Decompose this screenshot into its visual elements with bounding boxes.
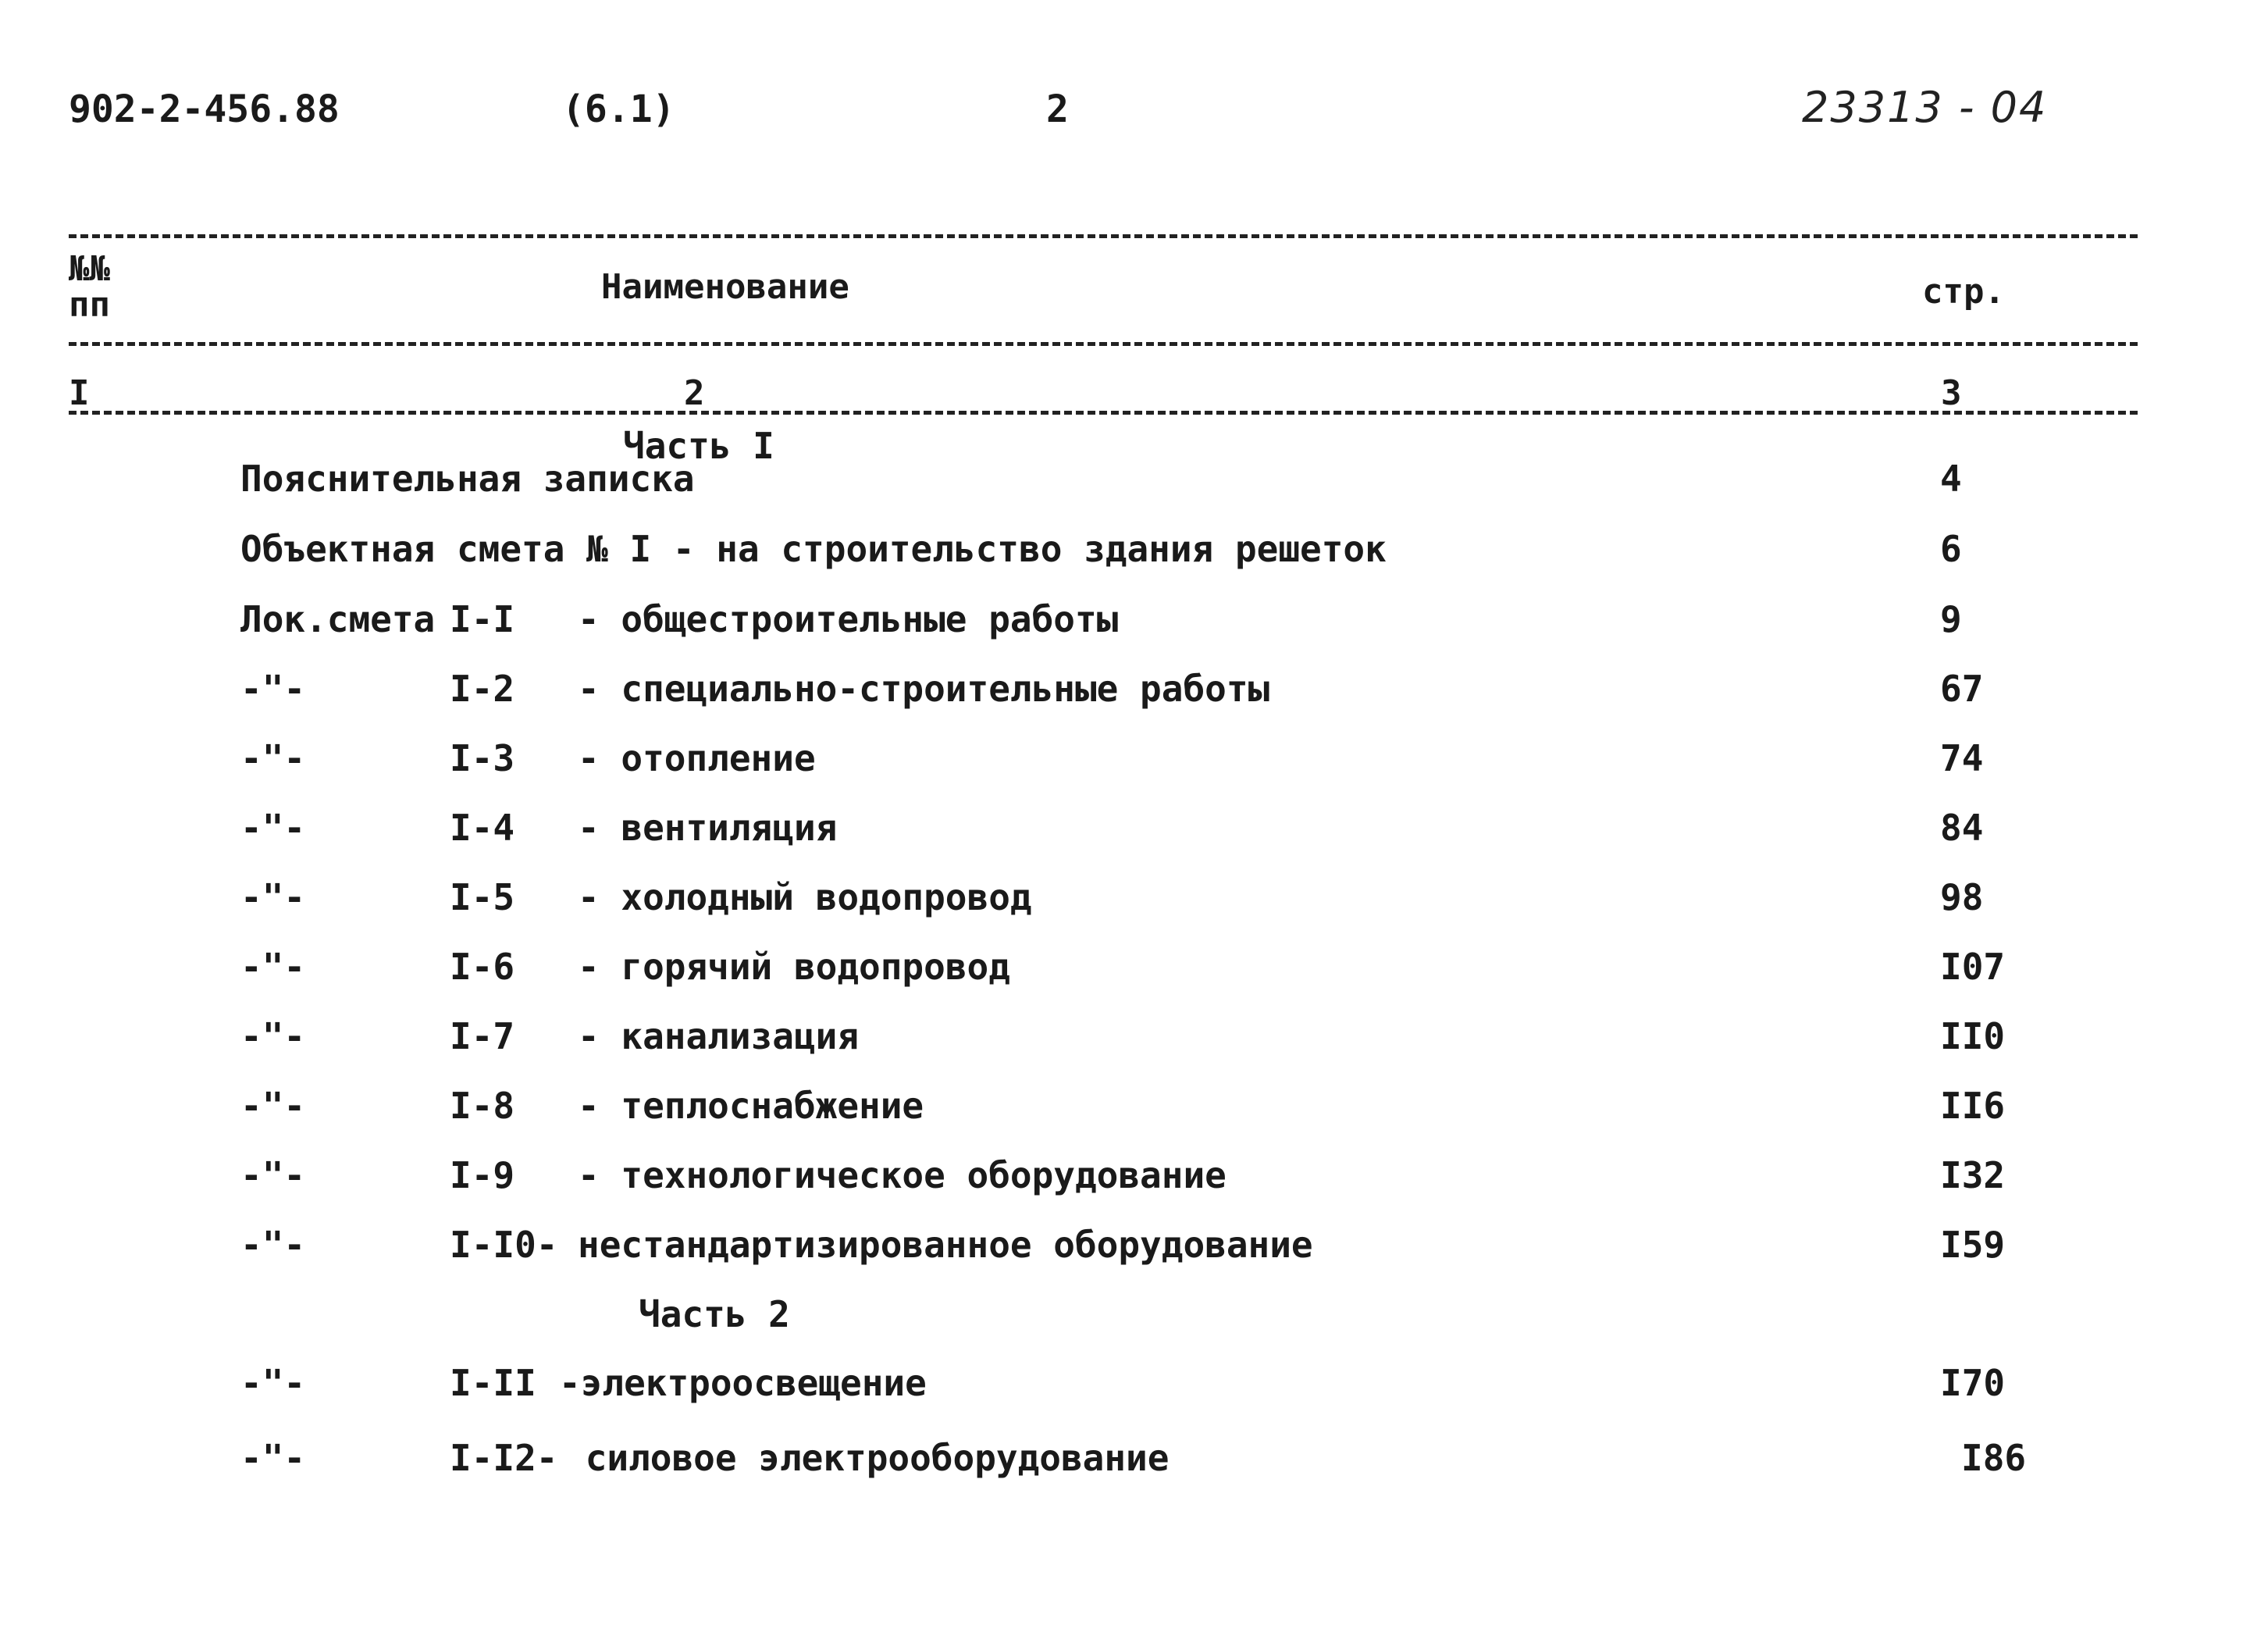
table-index-rule: [69, 411, 2138, 415]
estimate-page: 9: [1940, 598, 1962, 640]
handwritten-code: 23313 - 04: [1802, 83, 2048, 132]
table-row: [0, 668, 2268, 715]
table-row: [0, 1154, 2268, 1201]
estimate-title: силовое электрооборудование: [564, 1437, 1170, 1479]
column-name-header: Наименование: [601, 267, 849, 307]
table-header-rule: [69, 342, 2138, 346]
estimate-page: II0: [1940, 1015, 2006, 1057]
estimate-page: II6: [1940, 1085, 2006, 1127]
item-title: Пояснительная записка: [240, 458, 695, 500]
ditto-mark: -"-: [240, 1015, 306, 1057]
estimate-page: I59: [1940, 1224, 2006, 1266]
estimate-title: - вентиляция: [578, 807, 838, 849]
estimate-code: I-I: [450, 598, 515, 640]
lok-label: Лок.смета: [240, 598, 436, 640]
estimate-code: I-9: [450, 1154, 515, 1196]
column-index-3: 3: [1941, 373, 1962, 413]
estimate-title: -электроосвещение: [559, 1362, 927, 1404]
estimate-title: - канализация: [578, 1015, 860, 1057]
estimate-title: - теплоснабжение: [578, 1085, 924, 1127]
column-index-1: I: [69, 373, 90, 413]
ditto-mark: -"-: [240, 668, 306, 710]
item-title: Объектная смета № I - на строительство здания решеток: [240, 528, 1387, 570]
column-number-header: №№ пп: [69, 249, 110, 325]
ditto-mark: -"-: [240, 1362, 306, 1404]
ditto-mark: -"-: [240, 737, 306, 779]
estimate-code: I-8: [450, 1085, 515, 1127]
ditto-mark: -"-: [240, 1154, 306, 1196]
part-1-title: Часть I: [623, 425, 774, 467]
estimate-code: I-2: [450, 668, 515, 710]
table-row: [0, 946, 2268, 993]
estimate-page: I32: [1940, 1154, 2006, 1196]
table-row: [0, 598, 2268, 645]
estimate-title: - холодный водопровод: [578, 876, 1032, 918]
estimate-code: I-6: [450, 946, 515, 988]
estimate-page: 67: [1940, 668, 1984, 710]
ditto-mark: -"-: [240, 1437, 306, 1479]
estimate-code: I-II: [450, 1362, 536, 1404]
ditto-mark: -"-: [240, 946, 306, 988]
estimate-page: I07: [1940, 946, 2006, 988]
sheet-number: 2: [1046, 87, 1069, 131]
album-number: (6.1): [562, 87, 675, 131]
table-top-rule: [69, 234, 2138, 238]
estimate-title: - общестроительные работы: [578, 598, 1119, 640]
item-page: 6: [1940, 528, 1962, 570]
table-row: [0, 1437, 2268, 1484]
ditto-mark: -"-: [240, 1085, 306, 1127]
list-item: [0, 458, 2268, 504]
estimate-page: I70: [1940, 1362, 2006, 1404]
part-2-title: Часть 2: [639, 1293, 790, 1335]
estimate-title: нестандартизированное оборудование: [578, 1224, 1313, 1266]
estimate-title: - отопление: [578, 737, 816, 779]
estimate-code: I-5: [450, 876, 515, 918]
estimate-page: 74: [1940, 737, 1984, 779]
table-row: [0, 876, 2268, 923]
table-row: [0, 807, 2268, 854]
table-row: [0, 1085, 2268, 1132]
table-row: [0, 1015, 2268, 1062]
item-page: 4: [1940, 458, 1962, 500]
document-number: 902-2-456.88: [69, 87, 340, 131]
list-item: [0, 528, 2268, 575]
estimate-code: I-4: [450, 807, 515, 849]
column-index-2: 2: [684, 373, 705, 413]
estimate-title: - технологическое оборудование: [578, 1154, 1227, 1196]
estimate-page: 98: [1940, 876, 1984, 918]
estimate-title: - горячий водопровод: [578, 946, 1010, 988]
column-page-header: стр.: [1922, 272, 2005, 312]
table-row: [0, 737, 2268, 784]
estimate-code: I-I2-: [450, 1437, 558, 1479]
ditto-mark: -"-: [240, 1224, 306, 1266]
ditto-mark: -"-: [240, 876, 306, 918]
estimate-code: I-I0-: [450, 1224, 558, 1266]
estimate-code: I-7: [450, 1015, 515, 1057]
estimate-title: - специально-строительные работы: [578, 668, 1270, 710]
estimate-page: 84: [1940, 807, 1984, 849]
table-row: [0, 1362, 2268, 1409]
estimate-code: I-3: [450, 737, 515, 779]
ditto-mark: -"-: [240, 807, 306, 849]
table-row: [0, 1224, 2268, 1271]
estimate-page: I86: [1961, 1437, 2027, 1479]
